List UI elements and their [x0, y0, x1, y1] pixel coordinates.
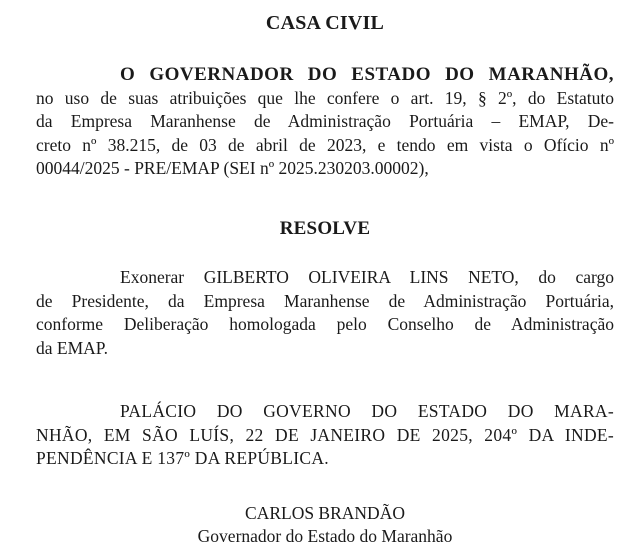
closing-line: NHÃO, EM SÃO LUÍS, 22 DE JANEIRO DE 2025, 204º DA INDE-	[36, 424, 614, 445]
preamble-line: da Empresa Maranhense de Administração Portuária – EMAP, De-	[36, 111, 614, 131]
preamble-lead: O GOVERNADOR DO ESTADO DO MARANHÃO,	[120, 64, 614, 85]
resolution-line: da EMAP.	[36, 337, 108, 358]
resolution-line: Exonerar GILBERTO OLIVEIRA LINS NETO, do cargo	[120, 267, 614, 287]
closing-line: PENDÊNCIA E 137º DA REPÚBLICA.	[36, 448, 329, 468]
resolution-line: conforme Deliberação homologada pelo Conselho de Administração	[36, 314, 614, 334]
preamble-line: no uso de suas atribuições que lhe confere o art. 19, § 2º, do Estatuto	[36, 87, 614, 108]
closing-line: PALÁCIO DO GOVERNO DO ESTADO DO MARA-	[120, 401, 614, 421]
preamble-paragraph	[36, 63, 614, 181]
resolution-line: de Presidente, da Empresa Maranhense de Administração Portuária,	[36, 290, 614, 311]
signatory-role: Governador do Estado do Maranhão	[197, 526, 453, 546]
resolution-paragraph	[36, 266, 614, 360]
document-title: CASA CIVIL	[265, 12, 385, 34]
preamble-line: 00044/2025 - PRE/EMAP (SEI nº 2025.230203.00002),	[36, 158, 429, 178]
closing-paragraph	[36, 400, 614, 471]
signatory-name: CARLOS BRANDÃO	[245, 503, 405, 523]
preamble-line: creto nº 38.215, de 03 de abril de 2023, e tendo em vista o Ofício nº	[36, 134, 614, 155]
resolve-heading: RESOLVE	[279, 218, 371, 239]
